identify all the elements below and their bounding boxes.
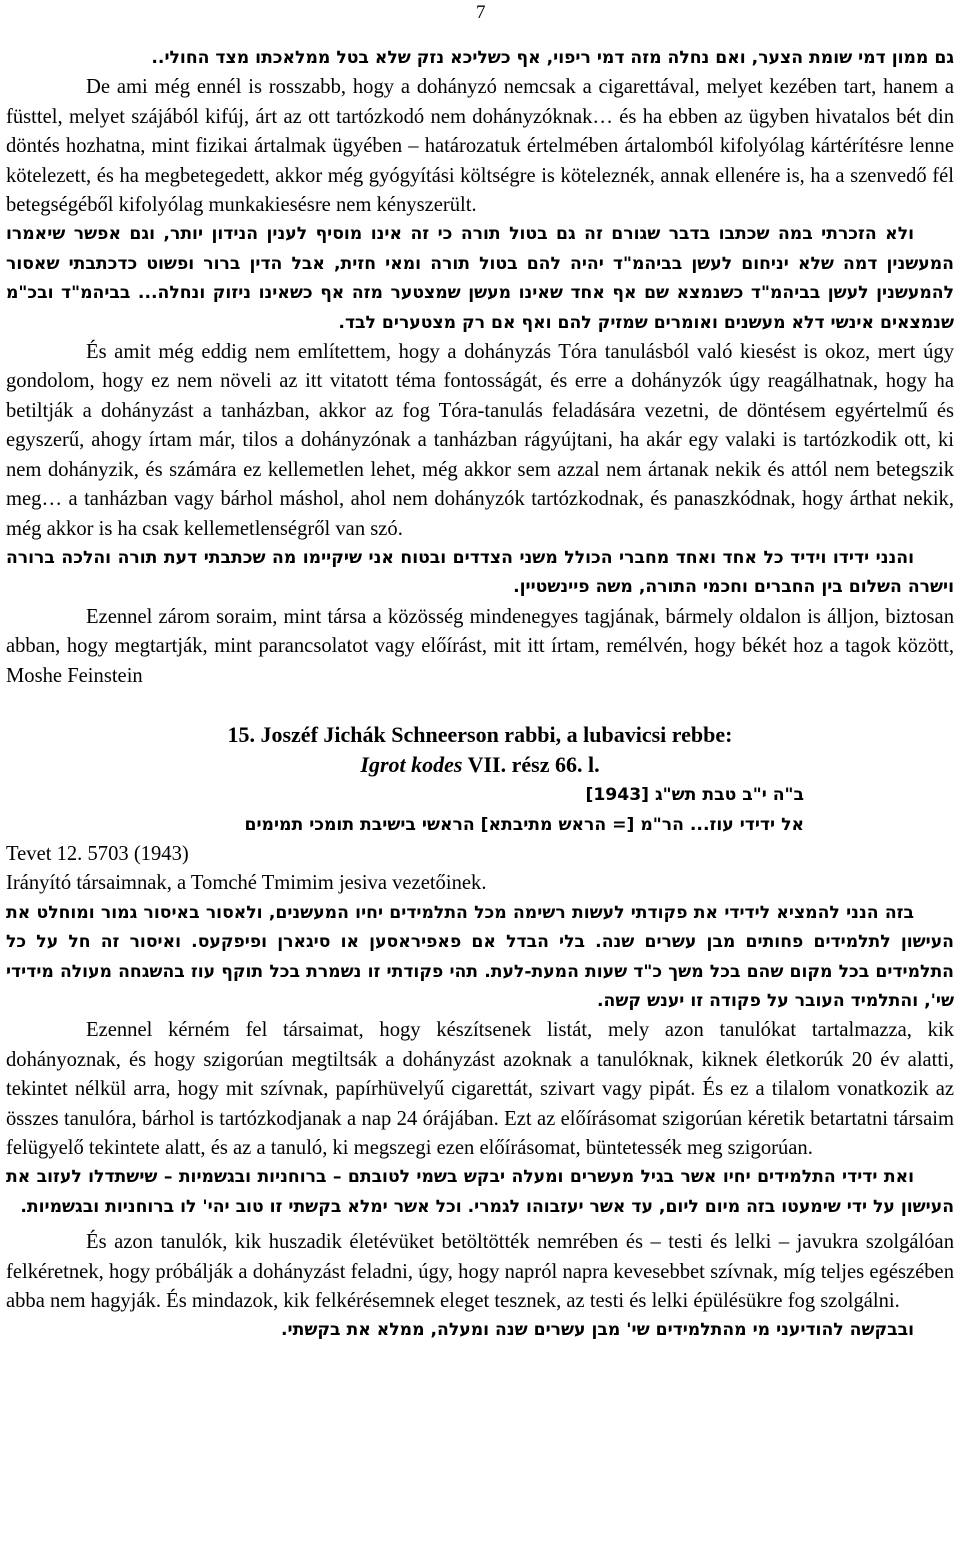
- section-heading-line-1: 15. Joszéf Jichák Schneerson rabbi, a lubavicsi rebbe:: [227, 721, 733, 747]
- hebrew-address-line: אל ידידי עוז... הר"מ [= הראש מתיבתא] הראשי בישיבת תומכי תמימים: [244, 814, 804, 835]
- hebrew-paragraph: ובבקשה להודיעני מי מהתלמידים שי' מבן עשרים שנה ומעלה, ממלא את בקשתי.: [281, 1320, 914, 1341]
- hungarian-paragraph: És amit még eddig nem említettem, hogy a dohányzás Tóra tanulásból való kiesést is okoz, mert úgy gondolom, hogy ez nem növeli az itt vitatott téma fontosságát, és erre a dohányzók úgy reagálhatnak, hogy ha betiltják a dohányzást a tanházban, akkor az fog Tóra-tanulás feladására vezetni, de döntésem egyértelmű és egyszerű, ahogy írtam már, tilos a dohányzónak a tanházban rágyújtani, ha akár egy valaki is tartózkodik ott, ki nem dohányzik, és számára ez kellemetlen lehet, még akkor sem azzal nem ártanak nekik és attól nem betegszik meg… a tanházban vagy bárhol máshol, ahol nem dohányzók tartózkodnak, és panaszkódnak, hogy árthat nekik, még akkor is ha csak kellemetlenségről van szó.: [6, 341, 954, 540]
- hebrew-paragraph: והנני ידידו וידיד כל אחד ואחד מחברי הכולל משני הצדדים ובטוח אני שיקיימו מה שכתבתי דעת תורה והלכה ברורה וישרה השלום בין החברים וחכמי התורה, משה פיינשטיין.: [6, 547, 954, 598]
- source-reference: VII. rész 66. l.: [462, 751, 600, 777]
- source-title: Igrot kodes: [360, 751, 463, 777]
- hebrew-paragraph: גם ממון דמי שומת הצער, ואם נחלה מזה דמי ריפוי, אף כשליכא נזק שלא בטל ממלאכתו מצד החולי..: [151, 48, 954, 68]
- hebrew-date-line: ב"ה י"ב טבת תש"ג [1943]: [585, 784, 804, 805]
- hungarian-date-line: Tevet 12. 5703 (1943): [6, 842, 189, 865]
- hungarian-paragraph: És azon tanulók, kik huszadik életévüket betöltötték nemrében és – testi és lelki – javukra szolgálóan felkéretnek, hogy próbálják a dohányzást feladni, úgy, hogy napról napra kevesebbet szívnak, míg teljes egészében abba nem hagyják. És mindazok, kik felkérésemnek eleget tesznek, az testi és lelki épülésükre fog szolgálni.: [6, 1231, 954, 1313]
- page-number: 7: [476, 2, 486, 23]
- hungarian-paragraph: Ezennel zárom soraim, mint társa a közösség mindenegyes tagjának, bármely oldalon is álljon, biztosan abban, hogy megtartják, mint parancsolatot vagy előírást, mit itt írtam, remélvén, hogy békét hoz a tagok között, Moshe Feinstein: [6, 605, 954, 687]
- hungarian-paragraph: Ezennel kérném fel társaimat, hogy készítsenek listát, mely azon tanulókat tartalmazza, kik dohányoznak, és hogy szigorúan megtiltsák a dohányzást azoknak a tanulóknak, kiknek életkorúk 20 év alatti, tekintet nélkül arra, hogy mit szívnak, papírhüvelyű cigarettát, szivart vagy pipát. És ez a tilalom vonatkozik az összes tanulóra, bárhol is tartózkodjanak a nap 24 órájában. Ezt az előírásomat szigorúan kéretik betartatni társaim felügyelő tekintete alatt, és az a tanuló, ki megszegi ezen előírásomat, büntetessék meg szigorúan.: [6, 1019, 954, 1159]
- hungarian-address-line: Irányító társaimnak, a Tomché Tmimim jesiva vezetőinek.: [6, 872, 487, 895]
- page-content: [6, 44, 954, 1346]
- section-heading: [6, 720, 954, 780]
- hebrew-paragraph: בזה הנני להמציא לידידי את פקודתי לעשות רשימה מכל התלמידים יחיו המעשנים, ולאסור באיסור גמור ומוחלט את העישון לתלמידים פחותים מבן עשרים שנה. בלי הבדל אם פאפיראסען או סיגארן ופיפקעס. ואיסור זה חל על כל התלמידים בכל מקום שהם בכל משך כ"ד שעות המעת-לעת. תהי פקודתי זו נשמרת בכל תוקף עוז בהשגחה מעולה מידידי שי', והתלמיד העובר על פקודה זו יענש קשה.: [6, 902, 954, 1011]
- section-heading-line-2: [6, 750, 954, 780]
- hungarian-paragraph: De ami még ennél is rosszabb, hogy a dohányzó nemcsak a cigarettával, melyet kezében tart, hanem a füsttel, melyet szájából kifúj, árt az ott tartózkodó nem dohányzóknak… és ha ebben az ügyben hivatalos bét din döntés hozhatna, mint fizikai ártalmak ügyében – határozatuk értelmében ártalomból kifolyólag kártérítésre lenne kötelezett, és ha megbetegedett, akkor még gyógyítási költségre is köteleznék, annak ellenére is, ha a szenvedő fél betegségéből kifolyólag munkakiesésre nem kényszerült.: [6, 76, 954, 217]
- hebrew-paragraph: ואת ידידי התלמידים יחיו אשר בגיל מעשרים ומעלה יבקש בשמי לטובתם – ברוחניות ובגשמיות – שישתדלו לעזוב את העישון על ידי שימעטו בזה מיום ליום, עד אשר יעזבוהו לגמרי. וכל אשר ימלא בקשתי זו טוב יהי' לו ברוחניות ובגשמיות.: [6, 1167, 954, 1217]
- hebrew-paragraph: ולא הזכרתי במה שכתבו בדבר שגורם זה גם בטול תורה כי זה אינו מוסיף לענין הנידון יותר, וגם אפשר שיאמרו המעשנין דמה שלא יניחום לעשן בביהמ"ד יהיה להם בטול תורה ומאי חזית, אבל הדין ברור ופשוט כדכתבתי שאסור להמעשנין לעשן בביהמ"ד כשנמצא שם אף אחד שאינו מעשן שמצטער מזה אף כשאינו ניזוק ונחלה... בביהמ"ד ובכ"מ שנמצאים אינשי דלא מעשנים ואומרים שמזיק להם ואף אם רק מצטערים לבד.: [6, 224, 954, 333]
- section-gap: [6, 691, 954, 720]
